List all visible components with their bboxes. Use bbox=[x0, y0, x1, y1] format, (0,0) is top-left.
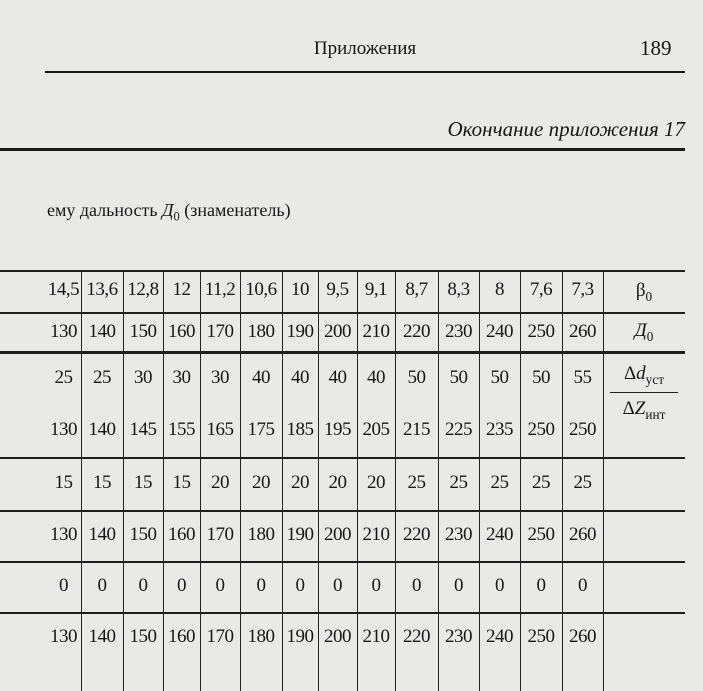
table-cell: 250 bbox=[527, 418, 555, 440]
table-rule bbox=[0, 270, 685, 272]
table-cell: 20 bbox=[291, 471, 309, 493]
table-cell: 55 bbox=[573, 366, 592, 388]
table-cell: 190 bbox=[286, 320, 314, 342]
row-label: $Д_0$ bbox=[634, 320, 654, 344]
table-rule bbox=[0, 457, 685, 459]
table-cell: 0 bbox=[215, 574, 225, 596]
table-cell: 150 bbox=[129, 523, 157, 545]
table-cell: 0 bbox=[97, 574, 107, 596]
table-cell: 0 bbox=[454, 574, 463, 596]
table-cell: 210 bbox=[362, 320, 390, 342]
table-cell: 170 bbox=[206, 523, 234, 545]
table-rule bbox=[0, 312, 685, 314]
table-cell: 225 bbox=[445, 418, 472, 440]
table-cell: 145 bbox=[129, 418, 157, 440]
table-cell: 20 bbox=[211, 471, 229, 493]
table-cell: 0 bbox=[256, 574, 266, 596]
table-cell: 250 bbox=[527, 320, 555, 342]
table-cell: 150 bbox=[129, 320, 157, 342]
table-cell: 8 bbox=[495, 279, 504, 300]
table-rule bbox=[0, 510, 685, 512]
table-cell: 9,5 bbox=[326, 279, 349, 300]
table-cell: 11,2 bbox=[204, 279, 236, 300]
table-cell: 0 bbox=[333, 574, 342, 596]
table-cell: 12,8 bbox=[127, 279, 159, 300]
table-cell: 50 bbox=[532, 366, 550, 388]
row-label: $\Delta Z_{инт}$ bbox=[622, 398, 666, 422]
table-cell: 165 bbox=[206, 418, 234, 440]
table-cell: 30 bbox=[134, 366, 152, 388]
table-cell: 0 bbox=[59, 574, 68, 596]
table-cell: 50 bbox=[407, 366, 426, 388]
table-cell: 180 bbox=[247, 626, 275, 647]
table-cell: 10,6 bbox=[245, 279, 277, 300]
running-header-title: Приложения bbox=[313, 38, 417, 59]
table-cell: 200 bbox=[324, 626, 351, 647]
table-cell: 150 bbox=[129, 626, 157, 647]
table-cell: 50 bbox=[490, 366, 509, 388]
table-caption: Окончание приложения 17 bbox=[447, 117, 685, 141]
page-number: 189 bbox=[640, 36, 672, 60]
table-cell: 40 bbox=[367, 366, 385, 388]
table-cell: 240 bbox=[486, 320, 513, 342]
table-cell: 170 bbox=[206, 626, 234, 647]
table-cell: 170 bbox=[206, 320, 234, 342]
table-cell: 12 bbox=[172, 279, 191, 300]
table-cell: 190 bbox=[286, 626, 314, 647]
table-cell: 195 bbox=[324, 418, 351, 440]
intro-symbol: Д bbox=[162, 200, 174, 220]
table-cell: 25 bbox=[532, 471, 550, 493]
table-cell: 30 bbox=[211, 366, 229, 388]
table-cell: 220 bbox=[403, 626, 430, 647]
table-cell: 215 bbox=[403, 418, 430, 440]
table-cell: 50 bbox=[449, 366, 468, 388]
table-cell: 15 bbox=[172, 471, 191, 493]
table-cell: 10 bbox=[291, 279, 309, 300]
table-cell: 30 bbox=[172, 366, 191, 388]
table-cell: 8,3 bbox=[447, 279, 470, 300]
table-cell: 25 bbox=[449, 471, 468, 493]
table-cell: 240 bbox=[486, 523, 513, 545]
table-cell: 240 bbox=[486, 626, 513, 647]
table-cell: 7,3 bbox=[571, 279, 594, 300]
fraction-bar bbox=[610, 392, 678, 393]
intro-suffix: (знаменатель) bbox=[184, 200, 291, 220]
table-cell: 230 bbox=[445, 320, 472, 342]
table-cell: 20 bbox=[252, 471, 270, 493]
table-cell: 250 bbox=[527, 523, 555, 545]
table-cell: 260 bbox=[569, 320, 596, 342]
table-cell: 180 bbox=[247, 523, 275, 545]
table-cell: 15 bbox=[54, 471, 73, 493]
table-cell: 40 bbox=[252, 366, 270, 388]
table-cell: 160 bbox=[168, 523, 195, 545]
table-cell: 140 bbox=[88, 523, 116, 545]
table-cell: 0 bbox=[177, 574, 186, 596]
row-label: $\beta_0$ bbox=[635, 280, 653, 304]
table-cell: 0 bbox=[578, 574, 587, 596]
table-cell: 180 bbox=[247, 320, 275, 342]
table-cell: 0 bbox=[495, 574, 504, 596]
table-cell: 230 bbox=[445, 626, 472, 647]
table-cell: 160 bbox=[168, 320, 195, 342]
table-cell: 210 bbox=[362, 626, 390, 647]
table-cell: 15 bbox=[93, 471, 111, 493]
table-cell: 25 bbox=[54, 366, 73, 388]
table-cell: 13,6 bbox=[86, 279, 118, 300]
table-cell: 15 bbox=[134, 471, 152, 493]
table-cell: 40 bbox=[291, 366, 309, 388]
table-cell: 190 bbox=[286, 523, 314, 545]
table-cell: 20 bbox=[328, 471, 347, 493]
table-cell: 155 bbox=[168, 418, 195, 440]
table-cell: 25 bbox=[490, 471, 509, 493]
table-cell: 140 bbox=[88, 320, 116, 342]
table-cell: 0 bbox=[412, 574, 421, 596]
table-cell: 140 bbox=[88, 418, 116, 440]
table-cell: 220 bbox=[403, 523, 430, 545]
table-cell: 130 bbox=[50, 320, 77, 342]
table-cell: 130 bbox=[50, 523, 77, 545]
table-cell: 250 bbox=[527, 626, 555, 647]
table-cell: 25 bbox=[407, 471, 426, 493]
table-cell: 9,1 bbox=[364, 279, 388, 300]
table-cell: 0 bbox=[295, 574, 305, 596]
intro-lead: ему дальность bbox=[47, 200, 158, 220]
table-rule bbox=[0, 351, 685, 354]
table-cell: 235 bbox=[486, 418, 513, 440]
table-cell: 130 bbox=[50, 626, 77, 647]
table-cell: 0 bbox=[138, 574, 148, 596]
table-cell: 230 bbox=[445, 523, 472, 545]
table-cell: 7,6 bbox=[529, 279, 553, 300]
table-rule bbox=[0, 561, 685, 563]
table-cell: 0 bbox=[536, 574, 546, 596]
table-cell: 20 bbox=[367, 471, 385, 493]
table-cell: 0 bbox=[371, 574, 381, 596]
table-cell: 220 bbox=[403, 320, 430, 342]
table-cell: 130 bbox=[50, 418, 77, 440]
table-cell: 250 bbox=[569, 418, 596, 440]
table-cell: 140 bbox=[88, 626, 116, 647]
table-cell: 210 bbox=[362, 523, 390, 545]
intro-symbol-sub: 0 bbox=[173, 209, 180, 224]
table-cell: 200 bbox=[324, 320, 351, 342]
table-cell: 160 bbox=[168, 626, 195, 647]
table-cell: 8,7 bbox=[405, 279, 428, 300]
row-label: $\Delta d_{уст}$ bbox=[623, 363, 665, 387]
table-cell: 260 bbox=[569, 523, 596, 545]
table-cell: 185 bbox=[286, 418, 314, 440]
table-rule bbox=[0, 612, 685, 614]
table-cell: 205 bbox=[362, 418, 390, 440]
table-cell: 14,5 bbox=[47, 279, 80, 300]
table-cell: 25 bbox=[93, 366, 111, 388]
table-cell: 200 bbox=[324, 523, 351, 545]
table-cell: 25 bbox=[573, 471, 592, 493]
table-cell: 175 bbox=[247, 418, 275, 440]
table-cell: 260 bbox=[569, 626, 596, 647]
table-cell: 40 bbox=[328, 366, 347, 388]
